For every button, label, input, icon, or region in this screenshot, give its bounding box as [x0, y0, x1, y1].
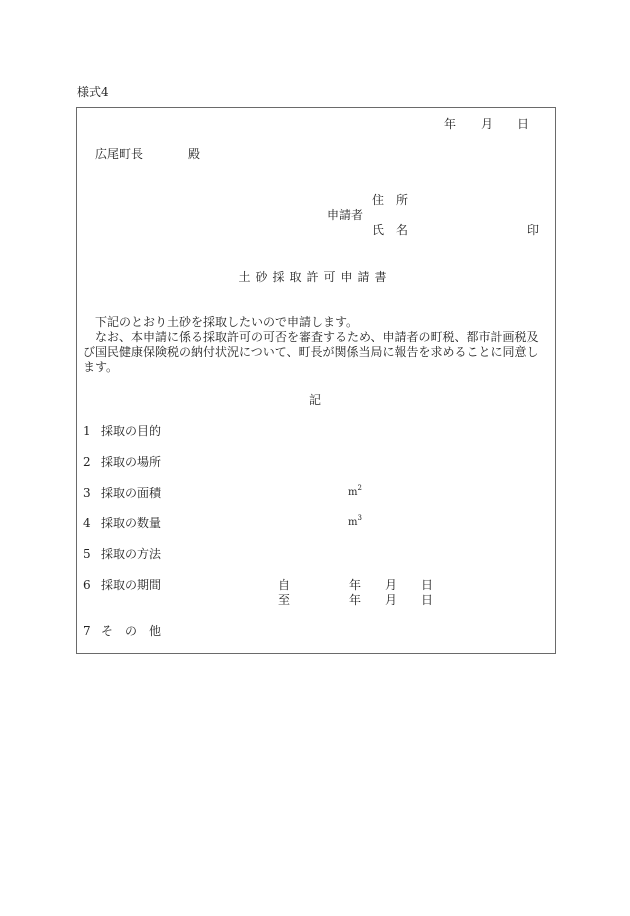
period-to-label: 至 [278, 593, 291, 607]
item-label-other: そ の 他 [101, 624, 162, 638]
applicant-name-label: 氏 名 [372, 223, 409, 237]
item-number: 2 [83, 455, 91, 469]
item-number: 3 [83, 486, 91, 500]
item-number: 5 [83, 547, 91, 561]
period-to-day: 日 [421, 593, 434, 607]
request-line-1: 下記のとおり土砂を採取したいので申請します。 [95, 315, 359, 329]
date-day-label: 日 [517, 117, 530, 131]
volume-unit: $m^3$ [348, 514, 362, 528]
period-from-month: 月 [385, 578, 398, 592]
item-label-method: 採取の方法 [101, 547, 162, 561]
date-year-label: 年 [444, 117, 457, 131]
period-from-label: 自 [278, 578, 291, 592]
item-number: 6 [83, 578, 91, 592]
application-form-box [76, 107, 556, 654]
seal-mark: 印 [527, 223, 540, 237]
date-month-label: 月 [481, 117, 494, 131]
item-label-location: 採取の場所 [101, 455, 162, 469]
addressee-name: 広尾町長 [95, 147, 144, 161]
period-from-year: 年 [349, 578, 362, 592]
consent-statement: なお、本申請に係る採取許可の可否を審査するため、申請者の町税、都市計画税及び国民健康保険税の納付状況について、町長が関係当局に報告を求めることに同意します。 [83, 330, 539, 374]
item-label-quantity: 採取の数量 [101, 516, 162, 530]
applicant-label: 申請者 [327, 208, 364, 222]
form-number-label: 様式4 [77, 85, 109, 99]
request-statement [83, 315, 543, 375]
area-unit: $m^2$ [348, 484, 362, 498]
item-label-area: 採取の面積 [101, 486, 162, 500]
item-label-purpose: 採取の目的 [101, 424, 162, 438]
applicant-address-label: 住 所 [372, 193, 409, 207]
period-to-year: 年 [349, 593, 362, 607]
document-title: 土砂採取許可申請書 [238, 270, 392, 284]
item-number: 4 [83, 516, 91, 530]
period-from-day: 日 [421, 578, 434, 592]
item-label-period: 採取の期間 [101, 578, 162, 592]
item-number: 1 [83, 424, 91, 438]
ki-heading: 記 [308, 393, 321, 407]
addressee-honorific: 殿 [188, 147, 201, 161]
item-number: 7 [83, 624, 91, 638]
period-to-month: 月 [385, 593, 398, 607]
